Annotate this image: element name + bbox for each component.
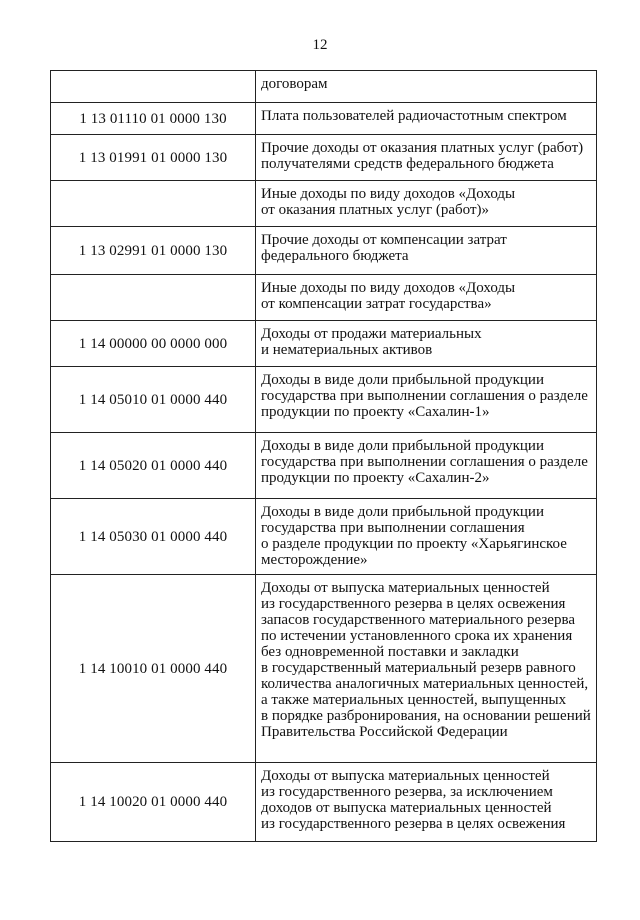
table-row <box>51 763 597 842</box>
income-description <box>256 275 597 321</box>
table-row <box>51 321 597 367</box>
classification-code: 1 14 10010 01 0000 440 <box>51 575 256 763</box>
classification-code <box>51 71 256 103</box>
description-line: Доходы от продажи материальных <box>261 326 482 342</box>
table-row <box>51 71 597 103</box>
description-line: Доходы в виде доли прибыльной продукции <box>261 372 544 388</box>
table-row <box>51 227 597 275</box>
description-line: государства при выполнении соглашения о разделе <box>261 388 588 404</box>
classification-code <box>51 275 256 321</box>
income-description <box>256 763 597 842</box>
description-line: от компенсации затрат государства» <box>261 296 492 312</box>
income-description <box>256 433 597 499</box>
description-line: Доходы от выпуска материальных ценностей <box>261 768 550 784</box>
classification-code: 1 14 10020 01 0000 440 <box>51 763 256 842</box>
description-line: Доходы в виде доли прибыльной продукции <box>261 438 544 454</box>
description-line: Доходы от выпуска материальных ценностей <box>261 580 550 596</box>
income-description <box>256 135 597 181</box>
income-description <box>256 575 597 763</box>
description-line: из государственного резерва, за исключением <box>261 784 553 800</box>
classification-code: 1 14 05020 01 0000 440 <box>51 433 256 499</box>
table-row <box>51 499 597 575</box>
description-line: продукции по проекту «Сахалин-2» <box>261 470 490 486</box>
description-line: Иные доходы по виду доходов «Доходы <box>261 186 516 202</box>
description-line: без одновременной поставки и закладки <box>261 644 519 660</box>
income-description <box>256 367 597 433</box>
income-description <box>256 321 597 367</box>
table-row <box>51 575 597 763</box>
table-body <box>51 71 597 842</box>
classification-code <box>51 181 256 227</box>
classification-code: 1 13 01110 01 0000 130 <box>51 103 256 135</box>
description-line: и нематериальных активов <box>261 342 433 358</box>
budget-classification-table <box>50 70 597 842</box>
description-line: государства при выполнении соглашения о разделе <box>261 454 588 470</box>
income-description <box>256 181 597 227</box>
table-row <box>51 275 597 321</box>
table-row <box>51 103 597 135</box>
description-line: Правительства Российской Федерации <box>261 724 508 740</box>
description-line: запасов государственного материального резерва <box>261 612 576 628</box>
table-row <box>51 433 597 499</box>
income-description <box>256 71 597 103</box>
classification-code: 1 14 05030 01 0000 440 <box>51 499 256 575</box>
income-description <box>256 227 597 275</box>
description-line: продукции по проекту «Сахалин-1» <box>261 404 490 420</box>
description-line: Прочие доходы от компенсации затрат <box>261 232 507 248</box>
description-line: месторождение» <box>261 552 368 568</box>
description-line: получателями средств федерального бюджета <box>261 156 554 172</box>
description-line: из государственного резерва в целях освежения <box>261 816 566 832</box>
table-row <box>51 181 597 227</box>
table-row <box>51 135 597 181</box>
description-line: договорам <box>261 76 328 92</box>
description-line: Иные доходы по виду доходов «Доходы <box>261 280 516 296</box>
description-line: в государственный материальный резерв равного <box>261 660 576 676</box>
classification-code: 1 13 01991 01 0000 130 <box>51 135 256 181</box>
classification-code: 1 14 00000 00 0000 000 <box>51 321 256 367</box>
description-line: доходов от выпуска материальных ценностей <box>261 800 552 816</box>
description-line: Плата пользователей радиочастотным спектром <box>261 108 567 124</box>
description-line: федерального бюджета <box>261 248 409 264</box>
description-line: а также материальных ценностей, выпущенных <box>261 692 567 708</box>
page-number: 12 <box>312 37 328 53</box>
classification-code: 1 13 02991 01 0000 130 <box>51 227 256 275</box>
description-line: от оказания платных услуг (работ)» <box>261 202 489 218</box>
description-line: Доходы в виде доли прибыльной продукции <box>261 504 544 520</box>
income-description <box>256 499 597 575</box>
description-line: Прочие доходы от оказания платных услуг (работ) <box>261 140 584 156</box>
classification-code: 1 14 05010 01 0000 440 <box>51 367 256 433</box>
description-line: по истечении установленного срока их хранения <box>261 628 573 644</box>
description-line: в порядке разбронирования, на основании решений <box>261 708 591 724</box>
description-line: государства при выполнении соглашения <box>261 520 525 536</box>
description-line: из государственного резерва в целях освежения <box>261 596 566 612</box>
table-row <box>51 367 597 433</box>
income-description <box>256 103 597 135</box>
description-line: количества аналогичных материальных ценностей, <box>261 676 589 692</box>
description-line: о разделе продукции по проекту «Харьягинское <box>261 536 567 552</box>
